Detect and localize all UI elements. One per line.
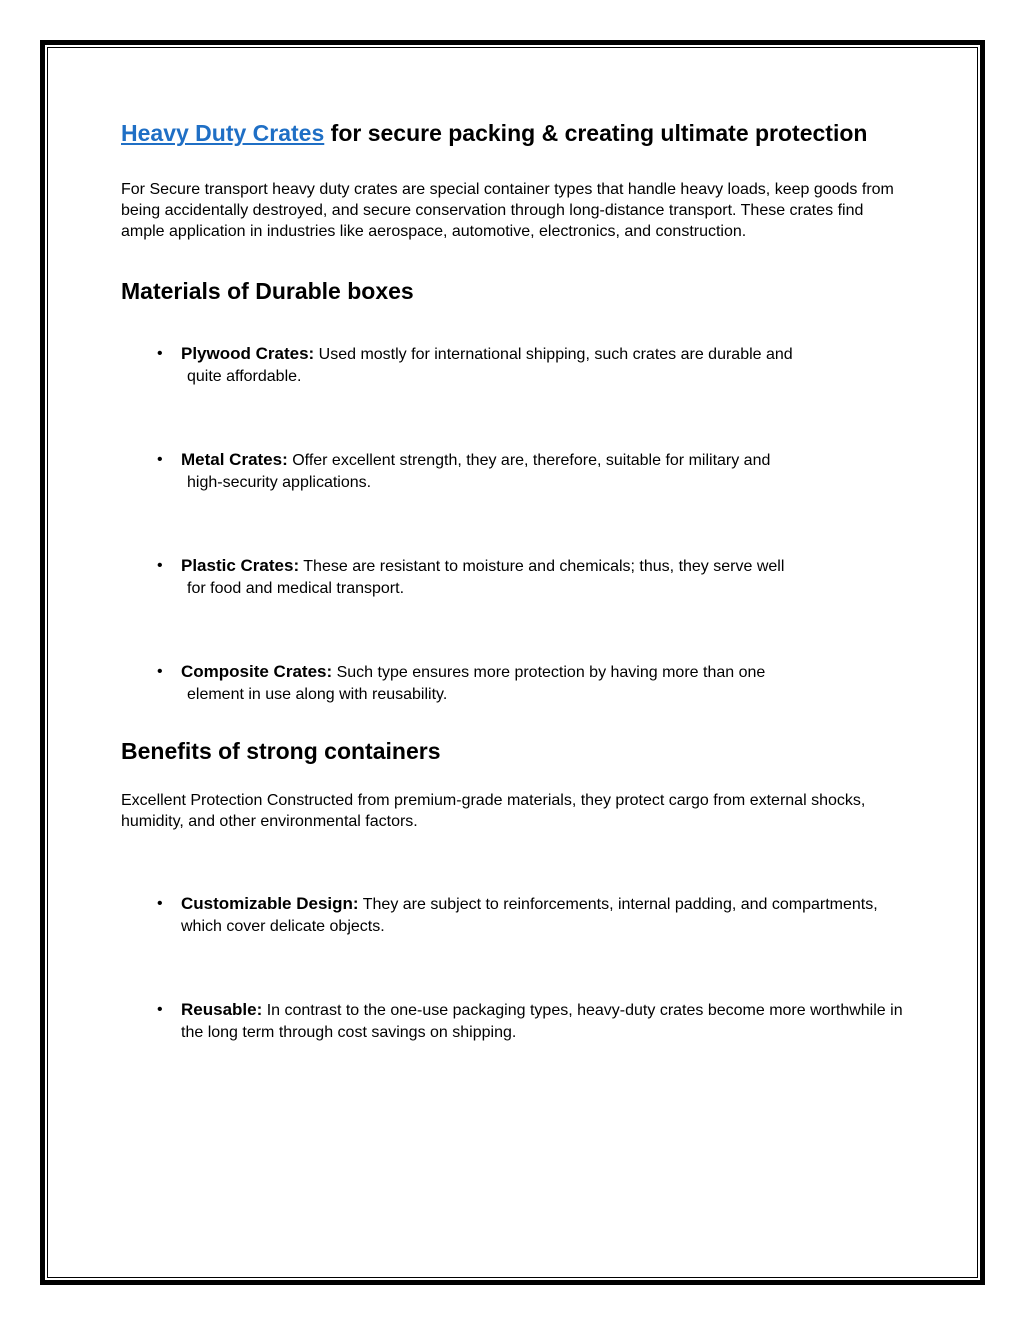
list-item-metal: [121, 449, 911, 494]
list-item-composite: [121, 661, 911, 706]
list-item-title: Plywood Crates:: [181, 344, 315, 363]
list-item-text-cont: high-security applications.: [187, 474, 372, 491]
list-item-text: Offer excellent strength, they are, therefore, suitable for military and: [287, 452, 771, 469]
benefits-list: [121, 893, 911, 1044]
list-item-text: In contrast to the one-use packaging types, heavy-duty crates become more worthwhile in the long term through cost savings on shipping.: [181, 1002, 903, 1041]
bullet-icon: •: [157, 663, 163, 680]
bullet-icon: •: [157, 895, 163, 912]
materials-list: [121, 343, 911, 706]
bullet-icon: •: [157, 345, 163, 362]
page-title-rest: for secure packing & creating ultimate protection: [324, 120, 868, 146]
list-item-text-cont: for food and medical transport.: [187, 580, 405, 597]
list-item-title: Reusable:: [181, 1000, 263, 1019]
list-item-text-cont: quite affordable.: [187, 368, 302, 385]
list-item-title: Plastic Crates:: [181, 556, 300, 575]
bullet-icon: •: [157, 1001, 163, 1018]
intro-paragraph: For Secure transport heavy duty crates are special container types that handle heavy loads, keep goods from being accidentally destroyed, and secure conservation through long-distance transport. These crates find ample application in industries like aerospace, automotive, electronics, and construction.: [121, 181, 894, 240]
page-title: [121, 112, 911, 155]
bullet-icon: •: [157, 451, 163, 468]
list-item-plywood: [121, 343, 911, 388]
list-item-text: Such type ensures more protection by having more than one: [332, 664, 766, 681]
bullet-icon: •: [157, 557, 163, 574]
heavy-duty-crates-link[interactable]: Heavy Duty Crates: [121, 120, 325, 146]
list-item-title: Composite Crates:: [181, 662, 333, 681]
list-item-text: They are subject to reinforcements, internal padding, and compartments, which cover delicate objects.: [181, 896, 878, 935]
materials-heading: Materials of Durable boxes: [121, 278, 414, 304]
list-item-plastic: [121, 555, 911, 600]
list-item-text-cont: element in use along with reusability.: [187, 686, 448, 703]
list-item-text: These are resistant to moisture and chemicals; thus, they serve well: [299, 558, 785, 575]
list-item-title: Metal Crates:: [181, 450, 288, 469]
benefits-heading: Benefits of strong containers: [121, 738, 441, 764]
benefits-intro-paragraph: Excellent Protection Constructed from premium-grade materials, they protect cargo from external shocks, humidity, and other environmental factors.: [121, 792, 866, 830]
list-item-title: Customizable Design:: [181, 894, 359, 913]
list-item-customizable: [121, 893, 911, 938]
list-item-reusable: [121, 999, 911, 1044]
document-content: [121, 112, 911, 1044]
list-item-text: Used mostly for international shipping, such crates are durable and: [314, 346, 793, 363]
